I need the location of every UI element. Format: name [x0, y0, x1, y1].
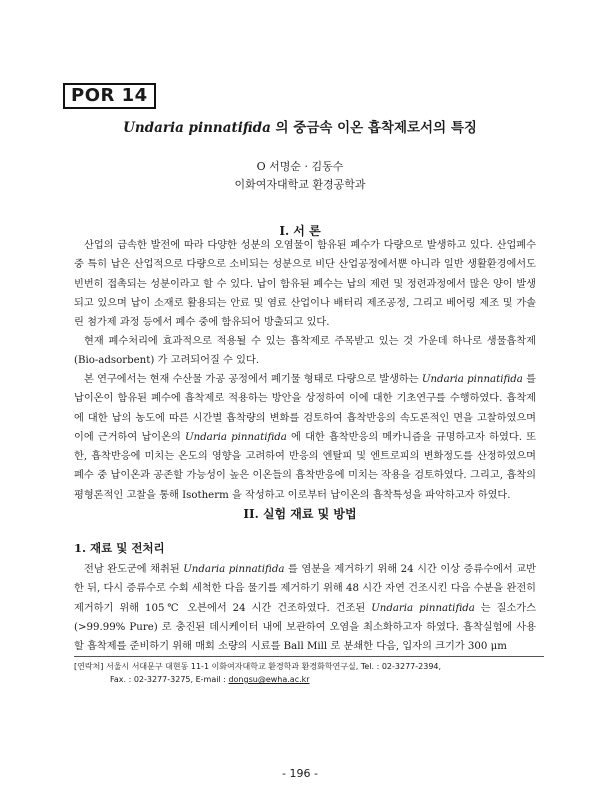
- methods-p1-part2: 를 염분을 제거하기 위해 24 시간 이상 증류수에서 교반한 뒤, 다시 증류수로 수회 세척한 다음 물기를 제거하기 위해 48 시간 자연 건조시킨 다음 수분을 완전히 제거하기 위해 105℃ 오븐에서 24 시간 건조하였다. 건조된: [74, 564, 536, 614]
- paper-title: [0, 116, 600, 136]
- methods-p1-species1: Undaria pinnatifida: [183, 564, 285, 575]
- intro-p3-part1: 본 연구에서는 현재 수산물 가공 공정에서 폐기물 형태로 다량으로 발생하는: [84, 374, 422, 385]
- intro-p3-part3: 에 대한 흡착반응의 메카니즘을 규명하고자 하였다. 또한, 흡착반응에 미치는 온도의 영향을 고려하여 반응의 엔탈피 및 엔트로피의 변화정도를 산정하였으며 폐수 중 납이온과 공존할 가능성이 높은 이온들의 흡착반응에 미치는 작용을 검토하였다. 그리고, 흡착의 평형론적인 고찰을 통해 Isotherm 을 작성하고 이로부터 납이온의 흡착특성을 파악하고자 하였다.: [74, 431, 536, 501]
- materials-subheading: 1. 재료 및 전처리: [74, 541, 165, 555]
- methods-p1-part1: 전남 완도군에 채취된: [84, 564, 184, 575]
- intro-p3-species2: Undaria pinnatifida: [185, 431, 287, 443]
- methods-paragraph-1: [74, 560, 536, 656]
- intro-heading: I. 서 론: [279, 224, 321, 238]
- intro-p3-species1: Undaria pinnatifida: [421, 374, 523, 385]
- methods-heading: II. 실험 재료 및 방법: [243, 507, 357, 521]
- intro-paragraph-2: [74, 332, 536, 371]
- contact-footnote: [74, 660, 441, 686]
- affiliation: 이화여자대학교 환경공학과: [234, 178, 366, 191]
- poster-label: POR 14: [63, 83, 156, 109]
- contact-fax: Fax. : 02-3277-3275, E-mail :: [110, 675, 229, 684]
- intro-paragraph-1: [74, 236, 536, 332]
- intro-paragraph-2-text: 현재 폐수처리에 효과적으로 적용될 수 있는 흡착제로 주목받고 있는 것 가운데 하나로 생물흡착제 (Bio-adsorbent) 가 고려되어질 수 있다.: [74, 336, 536, 367]
- contact-address-line: [연락처] 서울시 서대문구 대현동 11-1 이화여자대학교 환경학과 환경화학연구실, Tel. : 02-3277-2394,: [74, 662, 442, 671]
- methods-p1-part3: 는 질소가스 (>99.99% Pure) 로 충진된 데시케이터 내에 보관하여 오염을 최소화하고자 하였다. 흡착실험에 사용할 흡착제를 준비하기 위해 매회 소량의 시료를 Ball Mill 로 분쇄한 다음, 입자의 크기가 300 μm: [74, 602, 536, 653]
- authors: O 서명순 · 김동수: [256, 160, 344, 173]
- contact-email-link[interactable]: dongsu@ewha.ac.kr: [228, 675, 310, 684]
- footer-divider: [74, 656, 544, 657]
- intro-p3-part2: 를 납이온이 함유된 폐수에 흡착제로 적용하는 방안을 상정하여 이에 대한 기초연구를 수행하였다. 흡착제에 대한 납의 농도에 따른 시간별 흡착량의 변화를 검토하여 흡착반응의 속도론적인 면을 고찰하였으며 이에 근거하여 납이온의: [74, 374, 536, 443]
- intro-paragraph-1-text: 산업의 급속한 발전에 따라 다양한 성분의 오염물이 함유된 폐수가 다량으로 발생하고 있다. 산업폐수 중 특히 납은 산업적으로 다량으로 소비되는 성분으로 비단 산업공정에서뿐 아니라 일반 생활환경에서도 빈번히 접촉되는 성분이라고 할 수 있다. 납이 함유된 폐수는 납의 제련 및 정련과정에서 많은 양이 발생되고 있으며 납이 소재로 활용되는 안료 및 염료 산업이나 배터리 제조공정, 그리고 베어링 제조 및 가솔린 첨가제 과정 등에서 폐수 중에 함유되어 방출되고 있다.: [74, 240, 536, 329]
- title-rest: 의 중금속 이온 흡착제로서의 특징: [270, 120, 477, 136]
- intro-paragraph-3: [74, 370, 536, 505]
- page-number: - 196 -: [282, 767, 318, 780]
- title-species: Undaria pinnatifida: [123, 120, 271, 136]
- contact-fax-email-line: [74, 673, 441, 686]
- methods-p1-species2: Undaria pinnatifida: [371, 602, 475, 614]
